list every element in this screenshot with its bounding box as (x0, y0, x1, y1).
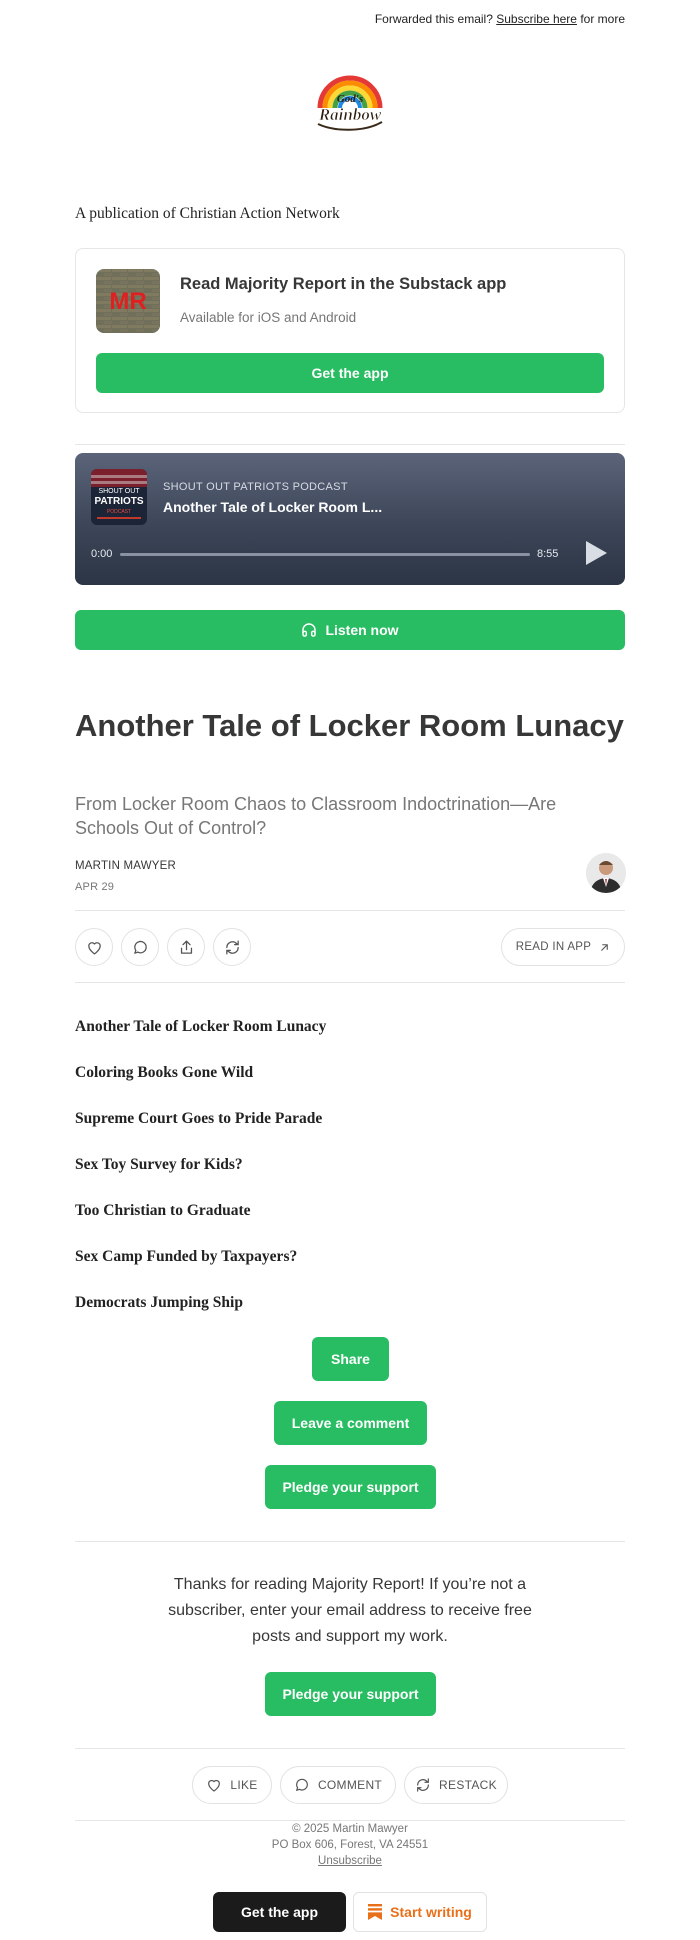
comment-button[interactable] (121, 928, 159, 966)
author-name[interactable]: MARTIN MAWYER (75, 860, 176, 872)
restack-icon (224, 939, 241, 956)
app-promo-card (75, 248, 625, 413)
restack-icon (415, 1777, 431, 1793)
arrow-up-right-icon (599, 942, 610, 953)
share-button[interactable]: Share (312, 1337, 389, 1381)
publication-line: A publication of Christian Action Network (75, 205, 340, 222)
subscribe-link[interactable]: Subscribe here (496, 12, 577, 26)
progress-track[interactable] (120, 553, 530, 556)
thanks-message: Thanks for reading Majority Report! If you’re not a subscriber, enter your email address to receive free posts and support my work. (168, 1576, 532, 1645)
footer-copyright: © 2025 Martin Mawyer (292, 1823, 408, 1835)
share-icon-button[interactable] (167, 928, 205, 966)
divider (75, 1820, 625, 1821)
comment-label: COMMENT (317, 1778, 383, 1792)
divider (75, 910, 625, 911)
leave-comment-button[interactable]: Leave a comment (274, 1401, 427, 1445)
rainbow-logo-icon (310, 62, 390, 142)
podcast-show-name: SHOUT OUT PATRIOTS PODCAST (163, 481, 348, 493)
list-item: Too Christian to Graduate (75, 1202, 251, 1219)
listen-now-label: Listen now (325, 622, 399, 638)
app-icon-text: MR (109, 288, 147, 315)
footer-unsubscribe (0, 1855, 700, 1867)
forwarded-suffix: for more (580, 12, 625, 26)
podcast-art-line2: PATRIOTS (94, 496, 144, 507)
read-in-app-label: READ IN APP (515, 941, 592, 953)
comment-icon (294, 1777, 310, 1793)
podcast-artwork[interactable] (91, 469, 147, 525)
forwarded-prefix: Forwarded this email? (374, 12, 493, 26)
list-item: Supreme Court Goes to Pride Parade (75, 1110, 323, 1127)
app-icon (96, 269, 160, 333)
time-elapsed: 0:00 (91, 548, 113, 560)
restack-pill-button[interactable] (404, 1766, 508, 1804)
start-writing-label: Start writing (390, 1904, 472, 1920)
get-the-app-button[interactable]: Get the app (96, 353, 604, 393)
divider (75, 444, 625, 445)
substack-logo-icon (368, 1904, 382, 1920)
comment-icon (132, 939, 149, 956)
podcast-art-line3: PODCAST (106, 509, 132, 515)
like-pill-button[interactable] (192, 1766, 272, 1804)
pledge-support-button[interactable]: Pledge your support (265, 1465, 436, 1509)
logo-line2: Rainbow (318, 105, 382, 124)
like-label: LIKE (230, 1778, 258, 1792)
pledge-support-button-2[interactable]: Pledge your support (265, 1672, 436, 1716)
post-title[interactable]: Another Tale of Locker Room Lunacy (75, 708, 624, 743)
list-item: Sex Toy Survey for Kids? (75, 1156, 243, 1173)
like-button[interactable] (75, 928, 113, 966)
divider (75, 1748, 625, 1749)
list-item: Sex Camp Funded by Taxpayers? (75, 1248, 298, 1265)
time-total: 8:55 (537, 548, 559, 560)
divider (75, 1541, 625, 1542)
headphones-icon (301, 622, 317, 638)
heart-icon (206, 1777, 222, 1793)
logo-line1: God's (336, 93, 364, 105)
unsubscribe-link[interactable]: Unsubscribe (318, 1855, 382, 1867)
post-date: APR 29 (75, 881, 115, 893)
play-icon (583, 539, 609, 567)
publication-logo[interactable] (310, 62, 390, 142)
get-the-app-dark-button[interactable]: Get the app (213, 1892, 346, 1932)
share-icon (178, 939, 195, 956)
read-in-app-button[interactable] (501, 928, 625, 966)
footer-address: PO Box 606, Forest, VA 24551 (271, 1839, 429, 1851)
post-actions (75, 928, 625, 966)
comment-pill-button[interactable] (280, 1766, 396, 1804)
article-list (75, 1014, 625, 1336)
restack-button[interactable] (213, 928, 251, 966)
app-promo-title: Read Majority Report in the Substack app (180, 275, 507, 293)
divider (75, 982, 625, 983)
start-writing-button[interactable] (353, 1892, 487, 1932)
list-item: Coloring Books Gone Wild (75, 1064, 254, 1081)
podcast-episode-title: Another Tale of Locker Room L... (163, 499, 383, 515)
post-subtitle: From Locker Room Chaos to Classroom Indoctrination—Are Schools Out of Control? (75, 794, 557, 838)
forwarded-line (375, 12, 625, 26)
list-item: Democrats Jumping Ship (75, 1294, 243, 1311)
app-promo-subtitle: Available for iOS and Android (180, 310, 357, 325)
author-avatar[interactable] (586, 853, 626, 893)
list-item: Another Tale of Locker Room Lunacy (75, 1018, 327, 1035)
play-button[interactable] (583, 539, 609, 567)
podcast-art-line1: SHOUT OUT (98, 488, 140, 495)
heart-icon (86, 939, 103, 956)
restack-label: RESTACK (439, 1778, 497, 1792)
listen-now-button[interactable] (75, 610, 625, 650)
audio-player (75, 453, 625, 585)
